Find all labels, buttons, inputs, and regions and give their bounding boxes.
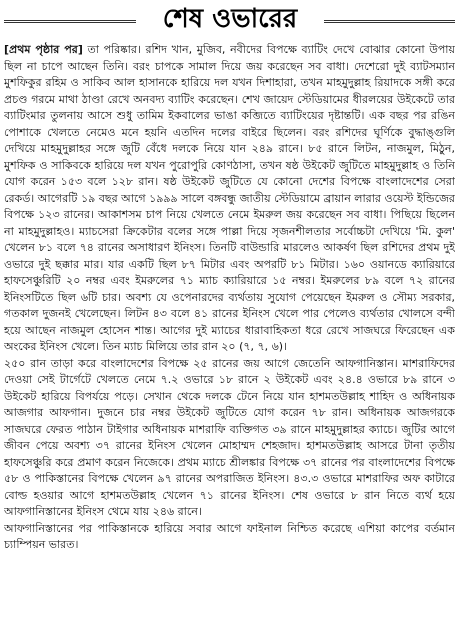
- paragraph-1: [4, 42, 455, 356]
- headline: শেষ ওভারের: [162, 4, 298, 34]
- continued-from-front-page: [প্রথম পৃষ্ঠার পর]: [4, 43, 83, 56]
- headline-bar: [0, 0, 459, 40]
- headline-rule-left: [4, 20, 136, 23]
- paragraph-2: ২৫০ রান তাড়া করে বাংলাদেশের বিপক্ষে ২৫ রানের জয় আগে জেতেনি আফগানিস্তান। মাশরাফিদের দেওয়া সেই টার্গেটে খেলতে নেমে ৭.২ ওভারে ১৮ রানে ২ উইকেট এবং ২৪.৪ ওভারে ৮৯ রানে ৩ উইকেট হারিয়ে বিপর্যয়ে পড়ে। সেখান থেকে দলকে টেনে নিয়ে যান হাশমতউল্লাহ শাহিদ ও অধিনায়ক আজগার আফগান। দুজনে চার নম্বর উইকেট জুটিতে যোগ করেন ৭৮ রান। অধিনায়ক আজগরকে সাজঘরে ফেরত পাঠান টাইগার অধিনায়ক মাশরাফি ব্যক্তিগত ৩৯ রানে মাহমুদুল্লাহর ক্যাচে। জুটির আগে জীবন পেয়ে অবশ্য ৩৭ রানের ইনিংস খেলেন মোহাম্মদ শেহজাদ। হাশমতউল্লাহ আসরে টানা তৃতীয় হাফসেঞ্চুরি করে প্রমাণ করেন নিজেকে। প্রথম ম্যাচে শ্রীলঙ্কার বিপক্ষে ৩৭ রানের পর বাংলাদেশের বিপক্ষে ৫৮ ও পাকিস্তানের বিপক্ষে খেলেন ৯৭ রানের অপরাজিত ইনিংস। ৪৩.৩ ওভারে মাশরাফির অফ কাটারে বোল্ড হওয়ার আগে হাশমতউল্লাহ খেলেন ৭১ রানের ইনিংস। শেষ ওভারে ৮ রান নিতে ব্যর্থ হয়ে আফগানিস্তানের ইনিংস থেমে যায় ২৪৬ রানে।: [4, 356, 455, 518]
- paragraph-3: আফগানিস্তানের পর পাকিস্তানকে হারিয়ে সবার আগে ফাইনাল নিশ্চিত করেছে এশিয়া কাপের বর্তমান চ্যাম্পিয়ন ভারত।: [4, 521, 455, 551]
- article-body: [4, 42, 455, 632]
- headline-rule-right: [324, 20, 455, 23]
- paragraph-1-text: তা পরিষ্কার। রশিদ খান, মুজিব, নবীদের বিপক্ষে ব্যাটিং দেখে বোঝার কোনো উপায় ছিল না চাপে আছেন তিনি। বরং চাপকে সামাল দিয়ে জয় করেছেন সব বাধা। দেশেরো দুই ব্যাটসম্যান মুশফিকুর রহিম ও সাকিব আল হাসানকে হারিয়ে দল যখন দিশাহারা, তখন মাহমুদুল্লাহ রিয়াদকে সঙ্গী করে প্রচণ্ড গরমে মাথা ঠাণ্ডা রেখে অনবদ্য ব্যাটিং করেছেন। শেখ জায়েদ স্টেডিয়ামের ধীরলয়ের উইকেটে তার ব্যাটিংমার তুলনায় আসে শুধু তামিম ইকবালের ভাঙা কব্জিতে ব্যাটিংয়ের দৃষ্টান্তটি। এক বছর পর রঙিন পোশাকে খেলতে নেমেও মনে হয়নি এতদিন দলের বাইরে ছিলেন। বরং রশিদের ঘূর্ণিকে বুদ্ধাঙ্গুলি দেখিয়ে মাহমুদুল্লাহর সঙ্গে জুটি বেঁধে দলকে নিয়ে যান ২৪৯ রানে। ৮৫ রানে লিটন, নাজমুল, মিঠুন, মুশফিক ও সাকিবকে হারিয়ে দল যখন পুরোপুরি কোণঠাসা, তখন ষষ্ঠ উইকেট জুটিতে মাহমুদুল্লাহ ও তিনি যোগ করেন ১৫৩ বলে ১২৮ রান। ষষ্ঠ উইকেট জুটিতে যে কোনো দেশের বিপক্ষে বাংলাদেশের সেরা রেকর্ড। আগেরটি ১৯ বছর আগে ১৯৯৯ সালে বঙ্গবন্ধু জাতীয় স্টেডিয়ামে ব্রায়ান লারার ওয়েস্ট ইন্ডিজের বিপক্ষে ১২৩ রানের। আকাশসম চাপ নিয়ে খেলতে নেমে ইমরুল জয় করেছেন সব বাধা। পিছিয়ে ছিলেন না মাহমুদুল্লাহও। ম্যাচসেরা ক্রিকেটার বলের সঙ্গে পাল্লা দিয়ে সৃজনশীলতার সর্বোচ্চটা দেখিয়ে 'মি. কুল' খেলেন ৮১ বলে ৭৪ রানের অসাধারণ ইনিংস। তিনটি বাউন্ডারি মারলেও আকর্ষণ ছিল রশিদের প্রথম দুই ওভারে দুই ছক্কার মার। যার একটি ছিল ৮৭ মিটার এবং অপরটি ৮১ মিটার। ১৬০ ওয়ানডে ক্যারিয়ারে হাফসেঞ্চুরিটি ২০ নম্বর এবং ইমরুলের ৭১ ম্যাচ ক্যারিয়ারে ১৫ নম্বর। ইমরুলের ৮৯ বলে ৭২ রানের ইনিংসটিতে ছিল ৬টি চার। অবশ্য যে ওপেনারদের ব্যর্থতায় সুযোগ পেয়েছেন ইমরুল ও সৌম্য সরকার, গতকাল দুজনই খেলেছেন। লিটন ৪৩ বলে ৪১ রানের ইনিংস খেলে পার পেলেও ব্যর্থতার খোলসে বন্দী হয়ে আছেন নাজমুল হোসেন শান্ত। আগের দুই ম্যাচের ধারাবাহিকতা ধরে রেখে সাজঘরে ফিরেছেন এক অংকের ইনিংস খেলে। তিন ম্যাচ মিলিয়ে তার রান ২০ (৭, ৭, ৬)।: [4, 43, 455, 353]
